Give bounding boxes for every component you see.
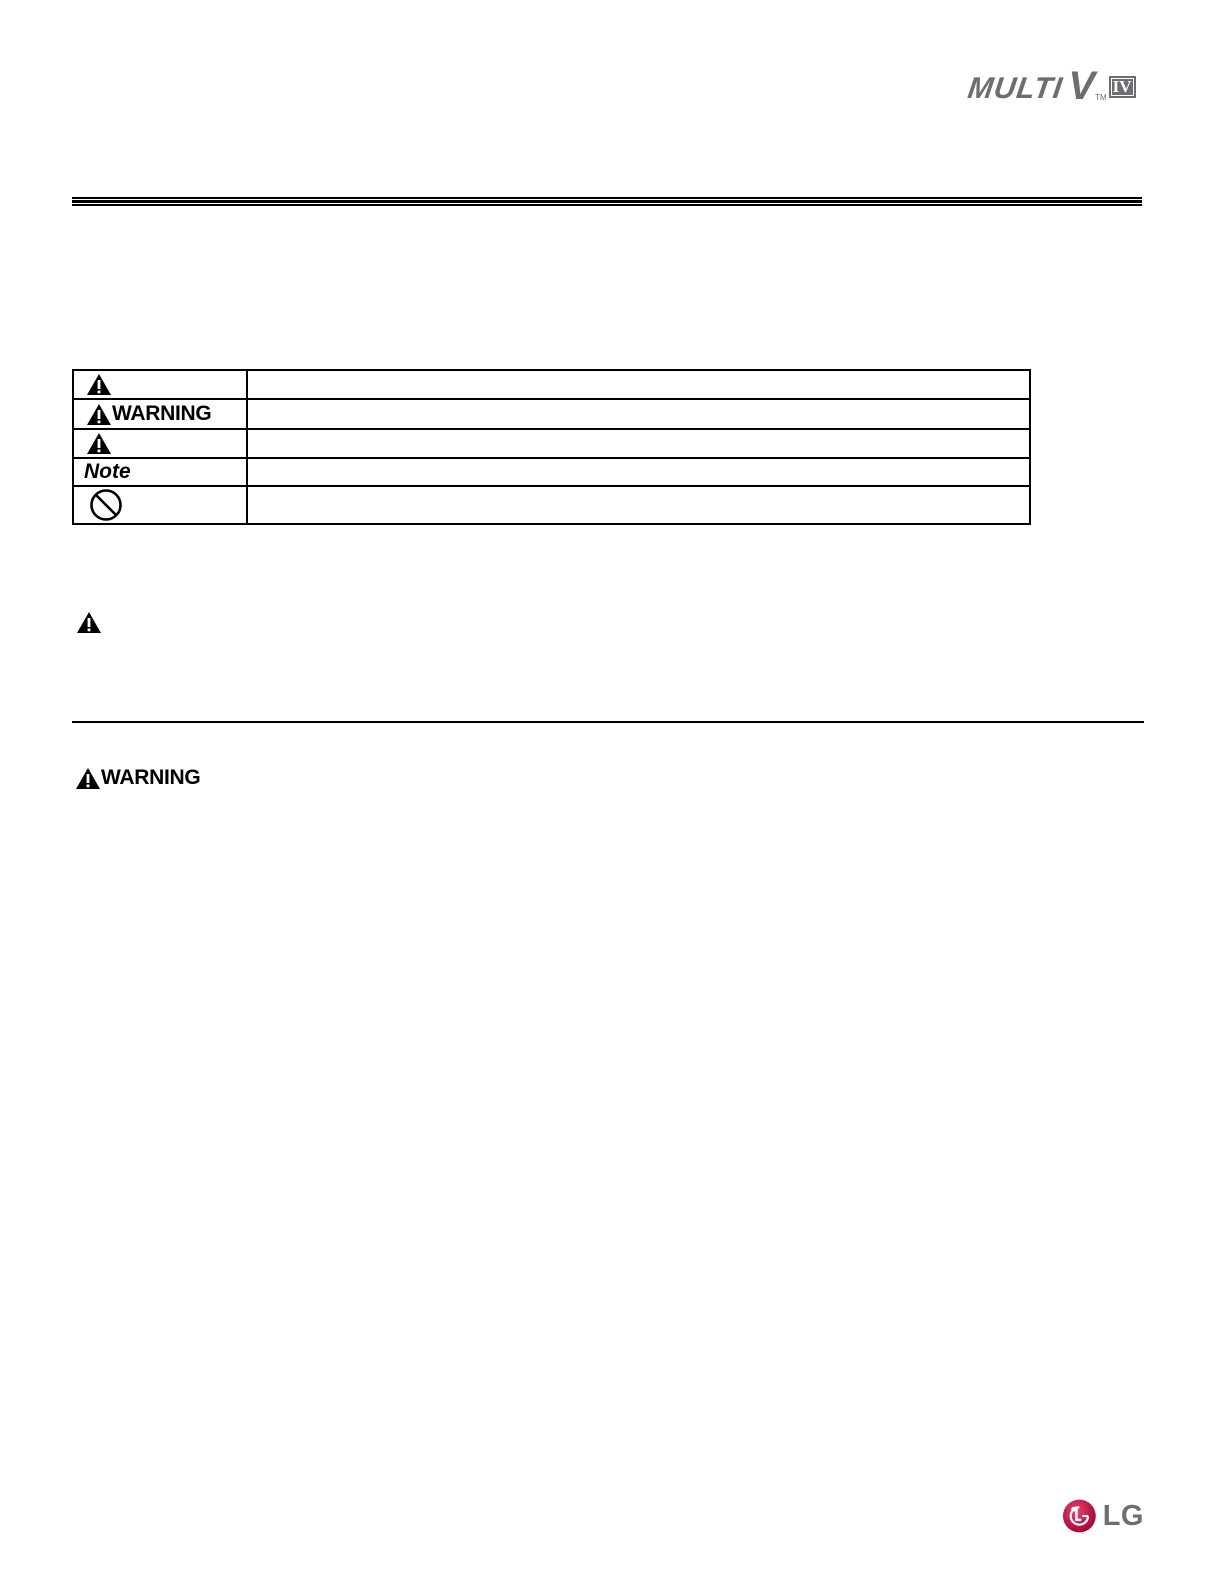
legend-symbol-cell: [73, 458, 247, 486]
legend-row-danger: [73, 370, 1030, 399]
legend-row-warning: [73, 399, 1030, 429]
title-triple-rule: [72, 197, 1142, 207]
section-divider: [72, 721, 1144, 723]
legend-note-label: Note: [84, 460, 131, 483]
legend-row-caution: [73, 429, 1030, 458]
legend-row-prohibited: [73, 486, 1030, 524]
warning-triangle-icon: [75, 767, 101, 790]
legend-symbol-cell: [73, 370, 247, 399]
logo-v-text: V: [1068, 64, 1096, 108]
warning-triangle-icon: [86, 432, 112, 455]
multi-v-iv-logo: [965, 64, 1146, 108]
warning-triangle-icon: [86, 373, 112, 396]
legend-warning-label: WARNING: [112, 402, 212, 425]
legend-description-cell: [247, 429, 1030, 458]
lg-logo: [1062, 1497, 1144, 1535]
logo-iv-badge: IV: [1109, 76, 1136, 98]
legend-row-note: [73, 458, 1030, 486]
warning-triangle-icon: [86, 403, 112, 426]
logo-multi-text: MULTI: [965, 72, 1065, 105]
warning-heading: [75, 766, 200, 790]
legend-description-cell: [247, 370, 1030, 399]
legend-symbol-cell: [73, 429, 247, 458]
safety-symbol-legend-table: [72, 369, 1031, 525]
prohibited-circle-icon: [89, 488, 123, 522]
legend-description-cell: [247, 458, 1030, 486]
legend-description-cell: [247, 486, 1030, 524]
legend-description-cell: [247, 399, 1030, 429]
warning-triangle-icon: [76, 611, 102, 634]
legend-symbol-cell: [73, 486, 247, 524]
lg-brand-text: LG: [1102, 1499, 1144, 1532]
legend-symbol-cell: [73, 399, 247, 429]
warning-heading-label: WARNING: [101, 766, 201, 789]
lg-face-icon: [1062, 1498, 1097, 1534]
logo-tm-text: TM: [1095, 93, 1107, 102]
